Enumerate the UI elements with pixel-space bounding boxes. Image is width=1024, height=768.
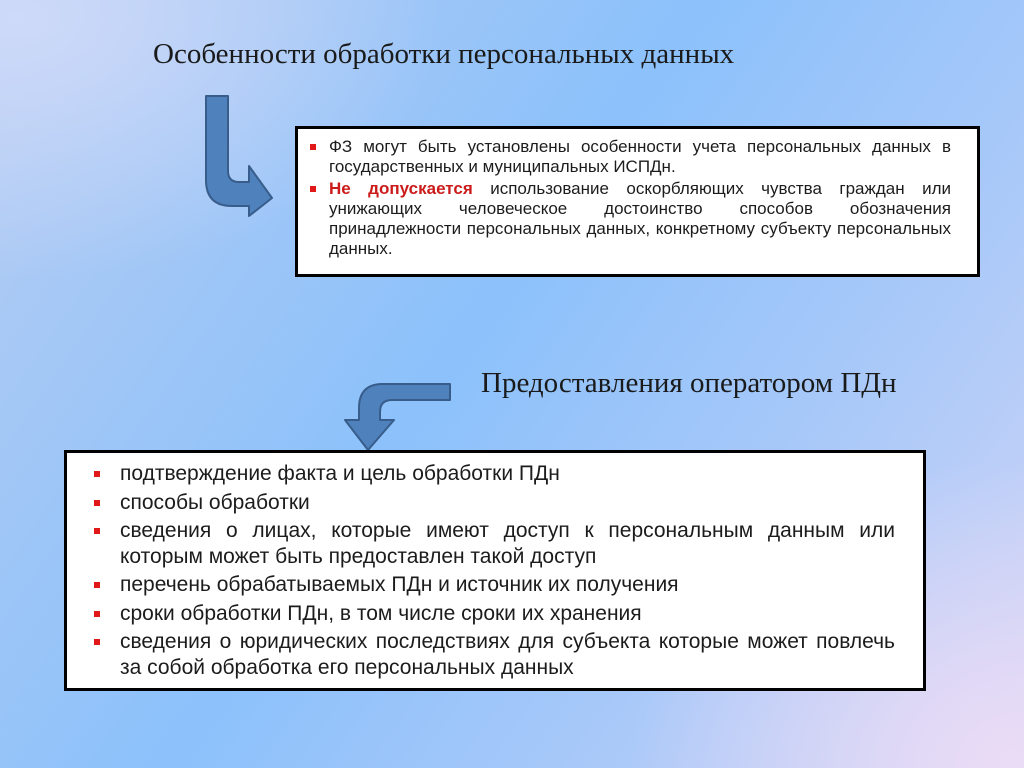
bullet-icon — [94, 500, 100, 506]
bullet-icon — [94, 611, 100, 617]
list-item-text: сведения о юридических последствиях для субъекта которые может повлечь за собой обработка его персональных данных — [120, 630, 895, 679]
bullet-icon — [94, 471, 100, 477]
list-item-text: сведения о лицах, которые имеют доступ к персональным данным или которым может быть предоставлен такой доступ — [120, 519, 895, 568]
list-item — [89, 490, 895, 516]
bullet-icon — [94, 582, 100, 588]
list-item — [89, 518, 895, 569]
bullet-icon — [94, 639, 100, 645]
list-item-text: использование оскорбляющих чувства граждан или унижающих человеческое достоинство способов обозначения принадлежности персональных данных, конкретному субъекту персональных данных. — [329, 179, 951, 258]
list-item — [89, 572, 895, 598]
list-item-text: ФЗ могут быть установлены особенности учета персональных данных в государственных и муниципальных ИСПДн. — [329, 137, 951, 176]
list-item-highlight: Не допускается — [329, 179, 473, 198]
list-item-text: способы обработки — [120, 490, 310, 514]
list-item-text: подтверждение факта и цель обработки ПДн — [120, 462, 560, 485]
bullet-icon — [310, 186, 316, 192]
bullet-icon — [94, 528, 100, 534]
bent-arrow-left-down-icon — [342, 378, 454, 454]
slide-title-top: Особенности обработки персональных данных — [153, 38, 735, 70]
info-box-operator — [64, 450, 926, 691]
list-item — [89, 629, 895, 680]
bullet-icon — [310, 144, 316, 150]
bent-arrow-down-right-icon — [194, 92, 278, 220]
list-item — [310, 179, 951, 259]
list-item — [310, 137, 951, 177]
slide-title-bottom: Предоставления оператором ПДн — [481, 367, 897, 399]
list-item-text: сроки обработки ПДн, в том числе сроки их хранения — [120, 601, 642, 625]
info-box-features — [295, 126, 980, 277]
list-item — [89, 461, 895, 487]
list-item — [89, 601, 895, 627]
list-item-text: перечень обрабатываемых ПДн и источник их получения — [120, 573, 679, 596]
